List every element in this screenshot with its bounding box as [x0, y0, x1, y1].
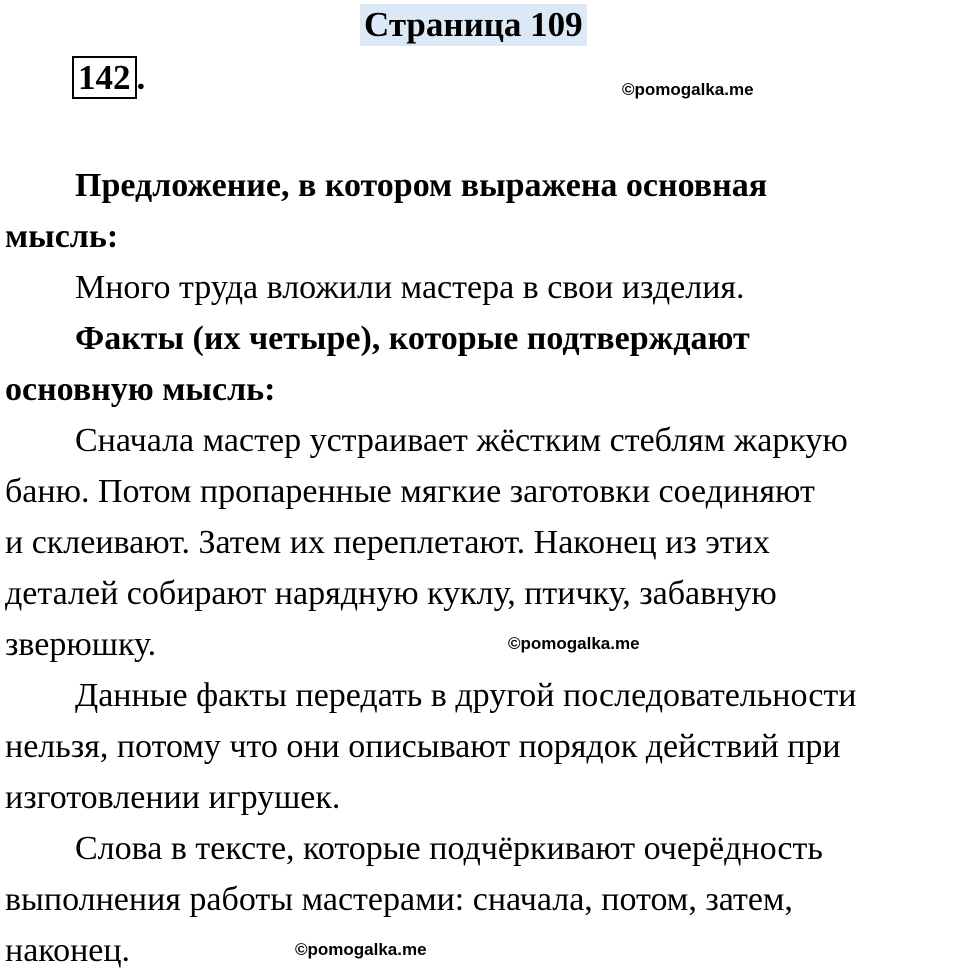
exercise-number	[72, 58, 145, 98]
facts-text-line: зверюшку.	[5, 626, 157, 663]
facts-text-line: баню. Потом пропаренные мягкие заготовки соединяют	[5, 473, 815, 510]
main-idea-text: Много труда вложили мастера в свои изделия.	[75, 269, 745, 306]
facts-text-line: деталей собирают нарядную куклу, птичку, забавную	[5, 575, 777, 612]
heading-main-idea-cont: мысль:	[5, 218, 119, 255]
watermark: ©pomogalka.me	[508, 634, 640, 653]
order-text-line: нельзя, потому что они описывают порядок действий при	[5, 728, 841, 765]
words-text-line: Слова в тексте, которые подчёркивают очерёдность	[75, 830, 823, 867]
heading-main-idea: Предложение, в котором выражена основная	[75, 167, 768, 204]
watermark: ©pomogalka.me	[622, 80, 754, 99]
watermark: ©pomogalka.me	[295, 940, 427, 959]
exercise-number-box: 142	[72, 56, 137, 99]
heading-facts-cont: основную мысль:	[5, 371, 276, 408]
page-title: Страница 109	[360, 4, 587, 46]
words-text-line: выполнения работы мастерами: сначала, потом, затем,	[5, 881, 793, 918]
facts-text-line: и склеивают. Затем их переплетают. Наконец из этих	[5, 524, 770, 561]
words-text-line: наконец.	[5, 932, 131, 969]
exercise-number-suffix: .	[136, 58, 146, 97]
heading-facts: Факты (их четыре), которые подтверждают	[75, 320, 750, 357]
order-text-line: Данные факты передать в другой последовательности	[75, 677, 857, 714]
facts-text-line: Сначала мастер устраивает жёстким стеблям жаркую	[75, 422, 848, 459]
order-text-line: изготовлении игрушек.	[5, 779, 341, 816]
